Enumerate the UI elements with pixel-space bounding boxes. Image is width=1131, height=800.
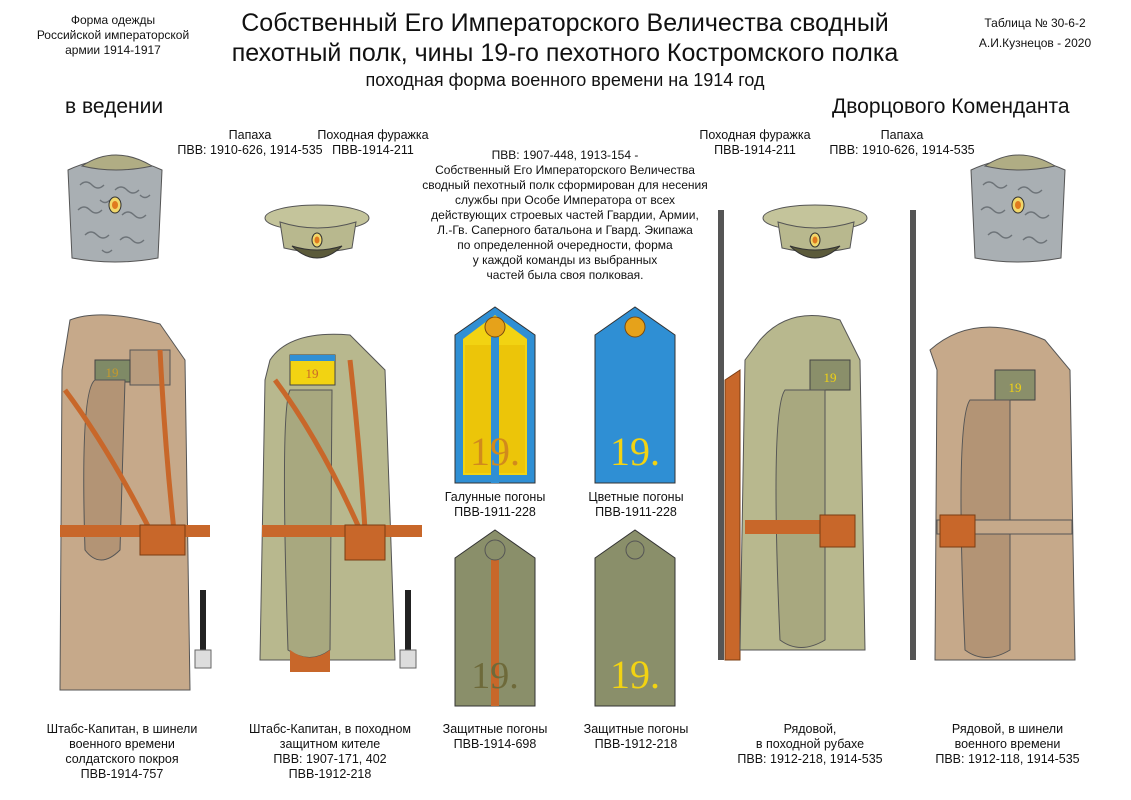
section-heading-left: в ведении bbox=[65, 95, 164, 118]
field-officer-shoulder-board bbox=[453, 528, 538, 708]
shoulder-board-number: 19. bbox=[471, 655, 519, 697]
shoulder-number: 19 bbox=[305, 366, 319, 381]
shoulder-board-number: 19. bbox=[610, 429, 660, 474]
shoulder-number: 19 bbox=[823, 370, 837, 385]
shoulder-number: 19 bbox=[1008, 380, 1022, 395]
galloon-shoulder-board bbox=[453, 305, 538, 485]
figure-tunic-officer bbox=[250, 320, 430, 710]
shoulder-board-number: 19. bbox=[470, 429, 520, 474]
section-heading-right: Дворцового Коменданта bbox=[832, 95, 1070, 118]
caption-figure-4: Рядовой, в шинели военного времени ПВВ: 1912-118, 1914-535 bbox=[935, 722, 1080, 766]
caption-field-private-boards: Защитные погоны ПВВ-1912-218 bbox=[583, 722, 689, 751]
caption-figure-1: Штабс-Капитан, в шинели военного времени солдатского покроя ПВВ-1914-757 bbox=[46, 722, 198, 781]
colored-shoulder-board bbox=[593, 305, 678, 485]
field-private-shoulder-board bbox=[593, 528, 678, 708]
caption-figure-2: Штабс-Капитан, в походном защитном кителе ПВВ: 1907-171, 402 ПВВ-1912-218 bbox=[248, 722, 412, 781]
field-cap-left-illustration bbox=[262, 200, 372, 275]
page-title: Собственный Его Императорского Величества сводный пехотный полк, чины 19-го пехотного Костромского полка bbox=[231, 9, 899, 67]
corner-caption-left: Форма одежды Российской императорской армии 1914-1917 bbox=[36, 13, 190, 57]
page-subtitle: походная форма военного времени на 1914 год bbox=[365, 70, 765, 90]
caption-colored-boards: Цветные погоны ПВВ-1911-228 bbox=[588, 490, 684, 519]
table-number-caption: Таблица № 30-6-2 А.И.Кузнецов - 2020 bbox=[978, 16, 1092, 50]
caption-cap-left: Походная фуражка ПВВ-1914-211 bbox=[317, 128, 429, 157]
caption-galloon-boards: Галунные погоны ПВВ-1911-228 bbox=[444, 490, 546, 519]
caption-cap-right: Походная фуражка ПВВ-1914-211 bbox=[699, 128, 811, 157]
caption-field-officer-boards: Защитные погоны ПВВ-1914-698 bbox=[442, 722, 548, 751]
figure-private-shirt bbox=[700, 210, 890, 710]
caption-figure-3: Рядовой, в походной рубахе ПВВ: 1912-218, 1914-535 bbox=[737, 722, 883, 766]
caption-papakha-left: Папаха ПВВ: 1910-626, 1914-535 bbox=[177, 128, 323, 157]
caption-papakha-right: Папаха ПВВ: 1910-626, 1914-535 bbox=[829, 128, 975, 157]
regiment-note: ПВВ: 1907-448, 1913-154 - Собственный Его Императорского Величества сводный пехотный полк сформирован для несения службы при Особе Императора от всех действующих строевых частей Гвардии, Армии, Л.-Гв. Саперного батальона и Гвард. Экипажа по определенной очередности, форма у каждой команды из выбранных частей была своя полковая. bbox=[422, 148, 708, 282]
figure-greatcoat-officer bbox=[40, 310, 220, 710]
shoulder-board-number: 19. bbox=[610, 652, 660, 697]
papakha-left-illustration bbox=[60, 140, 170, 270]
collar-number: 19 bbox=[105, 365, 119, 380]
figure-private-greatcoat bbox=[895, 210, 1095, 710]
